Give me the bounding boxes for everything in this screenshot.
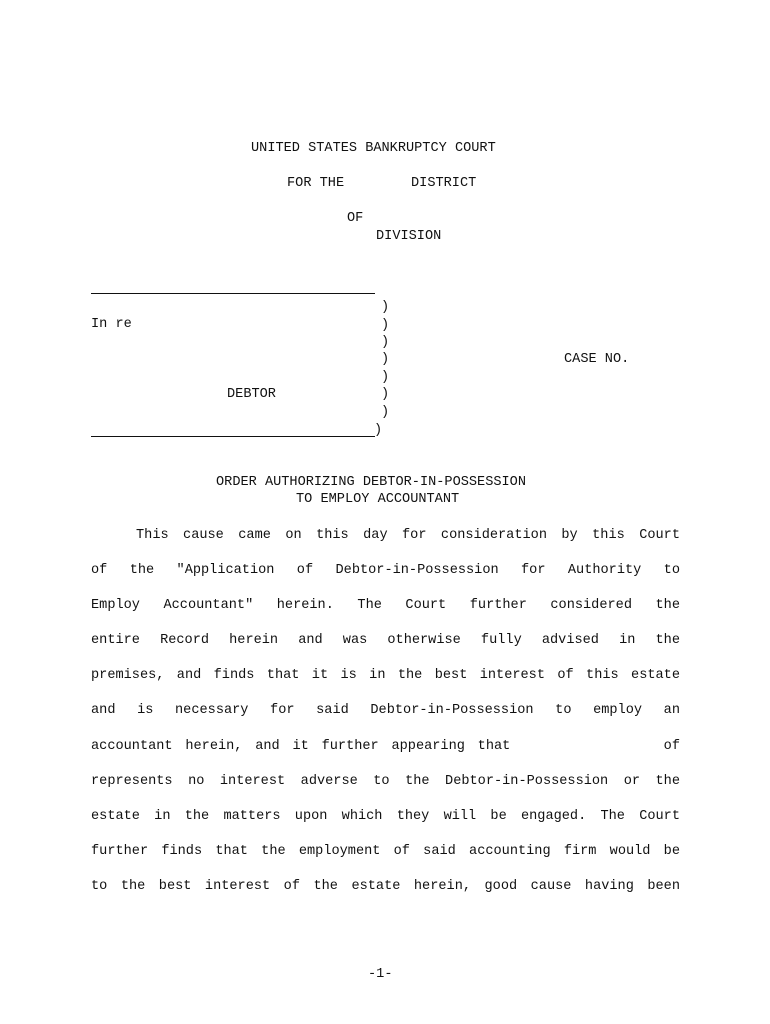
body-line: to the best interest of the estate herein, good cause having been (91, 879, 680, 894)
body-line: represents no interest adverse to the Debtor-in-Possession or the (91, 774, 680, 789)
caption-paren: ) (381, 318, 390, 333)
court-name: UNITED STATES BANKRUPTCY COURT (251, 141, 496, 156)
caption-top-rule (91, 293, 375, 294)
for-the-label: FOR THE (287, 176, 345, 191)
body-line: This cause came on this day for consideration by this Court (136, 528, 680, 543)
case-number-label: CASE NO. (564, 352, 630, 367)
caption-paren: ) (381, 405, 390, 420)
caption-paren: ) (381, 335, 390, 350)
district-label: DISTRICT (411, 176, 477, 191)
body-line: Employ Accountant" herein. The Court further considered the (91, 598, 680, 613)
body-line: and is necessary for said Debtor-in-Possession to employ an (91, 703, 680, 718)
caption-paren: ) (381, 387, 390, 402)
body-line: of the "Application of Debtor-in-Possession for Authority to (91, 563, 680, 578)
caption-paren: ) (381, 300, 390, 315)
of-label: OF (347, 211, 364, 226)
debtor-label: DEBTOR (227, 387, 276, 402)
body-line: entire Record herein and was otherwise fully advised in the (91, 633, 680, 648)
caption-paren: ) (381, 370, 390, 385)
order-title-line-2: TO EMPLOY ACCOUNTANT (296, 492, 460, 507)
body-line: further finds that the employment of said accounting firm would be (91, 844, 680, 859)
caption-bottom-rule (91, 436, 375, 437)
caption-paren: ) (381, 352, 390, 367)
body-line: accountant herein, and it further appearing that of (91, 739, 680, 754)
page-number: -1- (368, 967, 393, 982)
in-re-label: In re (91, 317, 132, 332)
order-title-line-1: ORDER AUTHORIZING DEBTOR-IN-POSSESSION (216, 475, 526, 490)
division-label: DIVISION (376, 229, 442, 244)
body-line: estate in the matters upon which they will be engaged. The Court (91, 809, 680, 824)
caption-paren: ) (374, 423, 383, 438)
body-line: premises, and finds that it is in the best interest of this estate (91, 668, 680, 683)
